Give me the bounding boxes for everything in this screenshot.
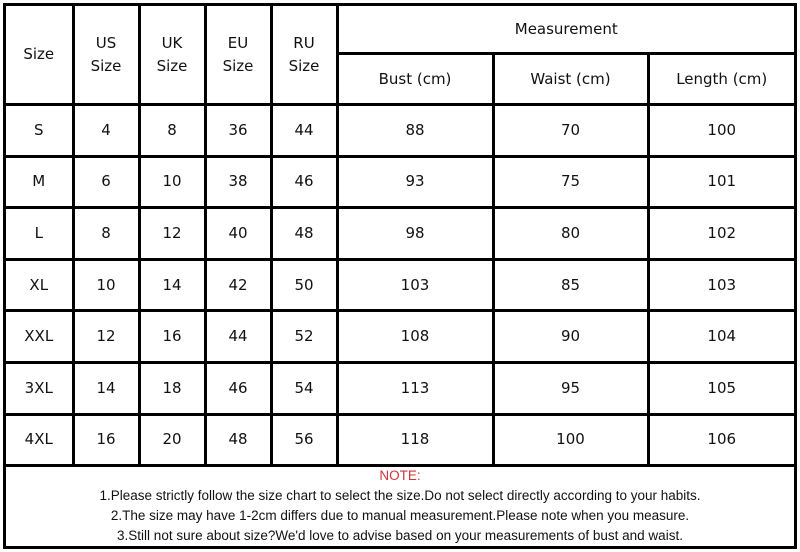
cell-eu: 36 bbox=[205, 105, 271, 157]
cell-eu: 42 bbox=[205, 259, 271, 311]
cell-us: 12 bbox=[73, 311, 139, 363]
table-row bbox=[6, 156, 794, 208]
cell-bust: 103 bbox=[337, 259, 493, 311]
cell-ru: 54 bbox=[271, 362, 337, 414]
cell-uk: 16 bbox=[139, 311, 205, 363]
cell-eu: 48 bbox=[205, 414, 271, 466]
cell-size: XXL bbox=[6, 311, 73, 363]
cell-length: 106 bbox=[648, 414, 794, 466]
header-uk-size: UK Size bbox=[139, 6, 205, 105]
note-line-3: 3.Still not sure about size?We'd love to advise based on your measurements of bust and waist. bbox=[117, 528, 683, 543]
cell-size: S bbox=[6, 105, 73, 157]
note-line-2: 2.The size may have 1-2cm differs due to manual measurement.Please note when you measure. bbox=[110, 508, 690, 523]
cell-bust: 108 bbox=[337, 311, 493, 363]
cell-us: 4 bbox=[73, 105, 139, 157]
cell-waist: 90 bbox=[493, 311, 648, 363]
table-row bbox=[6, 311, 794, 363]
size-table bbox=[6, 6, 794, 467]
cell-ru: 56 bbox=[271, 414, 337, 466]
header-measurement: Measurement bbox=[337, 6, 794, 54]
cell-bust: 88 bbox=[337, 105, 493, 157]
cell-waist: 70 bbox=[493, 105, 648, 157]
cell-uk: 12 bbox=[139, 208, 205, 260]
table-row bbox=[6, 208, 794, 260]
cell-waist: 85 bbox=[493, 259, 648, 311]
size-chart bbox=[3, 3, 797, 549]
notes-section bbox=[6, 466, 794, 546]
table-row bbox=[6, 105, 794, 157]
cell-length: 105 bbox=[648, 362, 794, 414]
cell-ru: 52 bbox=[271, 311, 337, 363]
header-length: Length (cm) bbox=[648, 54, 794, 105]
table-row bbox=[6, 362, 794, 414]
cell-uk: 18 bbox=[139, 362, 205, 414]
cell-uk: 10 bbox=[139, 156, 205, 208]
cell-us: 8 bbox=[73, 208, 139, 260]
cell-uk: 8 bbox=[139, 105, 205, 157]
header-eu-size: EU Size bbox=[205, 6, 271, 105]
cell-size: 4XL bbox=[6, 414, 73, 466]
note-line-1: 1.Please strictly follow the size chart to select the size.Do not select directly according to your habits. bbox=[99, 488, 701, 503]
cell-ru: 46 bbox=[271, 156, 337, 208]
header-ru-size: RU Size bbox=[271, 6, 337, 105]
cell-waist: 100 bbox=[493, 414, 648, 466]
cell-eu: 44 bbox=[205, 311, 271, 363]
cell-ru: 48 bbox=[271, 208, 337, 260]
cell-length: 102 bbox=[648, 208, 794, 260]
cell-us: 6 bbox=[73, 156, 139, 208]
header-waist: Waist (cm) bbox=[493, 54, 648, 105]
cell-us: 16 bbox=[73, 414, 139, 466]
cell-length: 100 bbox=[648, 105, 794, 157]
cell-waist: 80 bbox=[493, 208, 648, 260]
cell-us: 10 bbox=[73, 259, 139, 311]
cell-length: 103 bbox=[648, 259, 794, 311]
cell-uk: 14 bbox=[139, 259, 205, 311]
cell-eu: 46 bbox=[205, 362, 271, 414]
cell-length: 104 bbox=[648, 311, 794, 363]
cell-size: M bbox=[6, 156, 73, 208]
note-title: NOTE: bbox=[379, 468, 421, 483]
table-row bbox=[6, 259, 794, 311]
cell-waist: 75 bbox=[493, 156, 648, 208]
cell-eu: 38 bbox=[205, 156, 271, 208]
cell-us: 14 bbox=[73, 362, 139, 414]
cell-uk: 20 bbox=[139, 414, 205, 466]
table-row bbox=[6, 414, 794, 466]
cell-size: L bbox=[6, 208, 73, 260]
cell-bust: 98 bbox=[337, 208, 493, 260]
cell-ru: 44 bbox=[271, 105, 337, 157]
cell-bust: 118 bbox=[337, 414, 493, 466]
header-us-size: US Size bbox=[73, 6, 139, 105]
header-size: Size bbox=[6, 6, 73, 105]
header-bust: Bust (cm) bbox=[337, 54, 493, 105]
cell-ru: 50 bbox=[271, 259, 337, 311]
cell-bust: 113 bbox=[337, 362, 493, 414]
cell-eu: 40 bbox=[205, 208, 271, 260]
cell-waist: 95 bbox=[493, 362, 648, 414]
cell-size: 3XL bbox=[6, 362, 73, 414]
cell-length: 101 bbox=[648, 156, 794, 208]
cell-size: XL bbox=[6, 259, 73, 311]
cell-bust: 93 bbox=[337, 156, 493, 208]
